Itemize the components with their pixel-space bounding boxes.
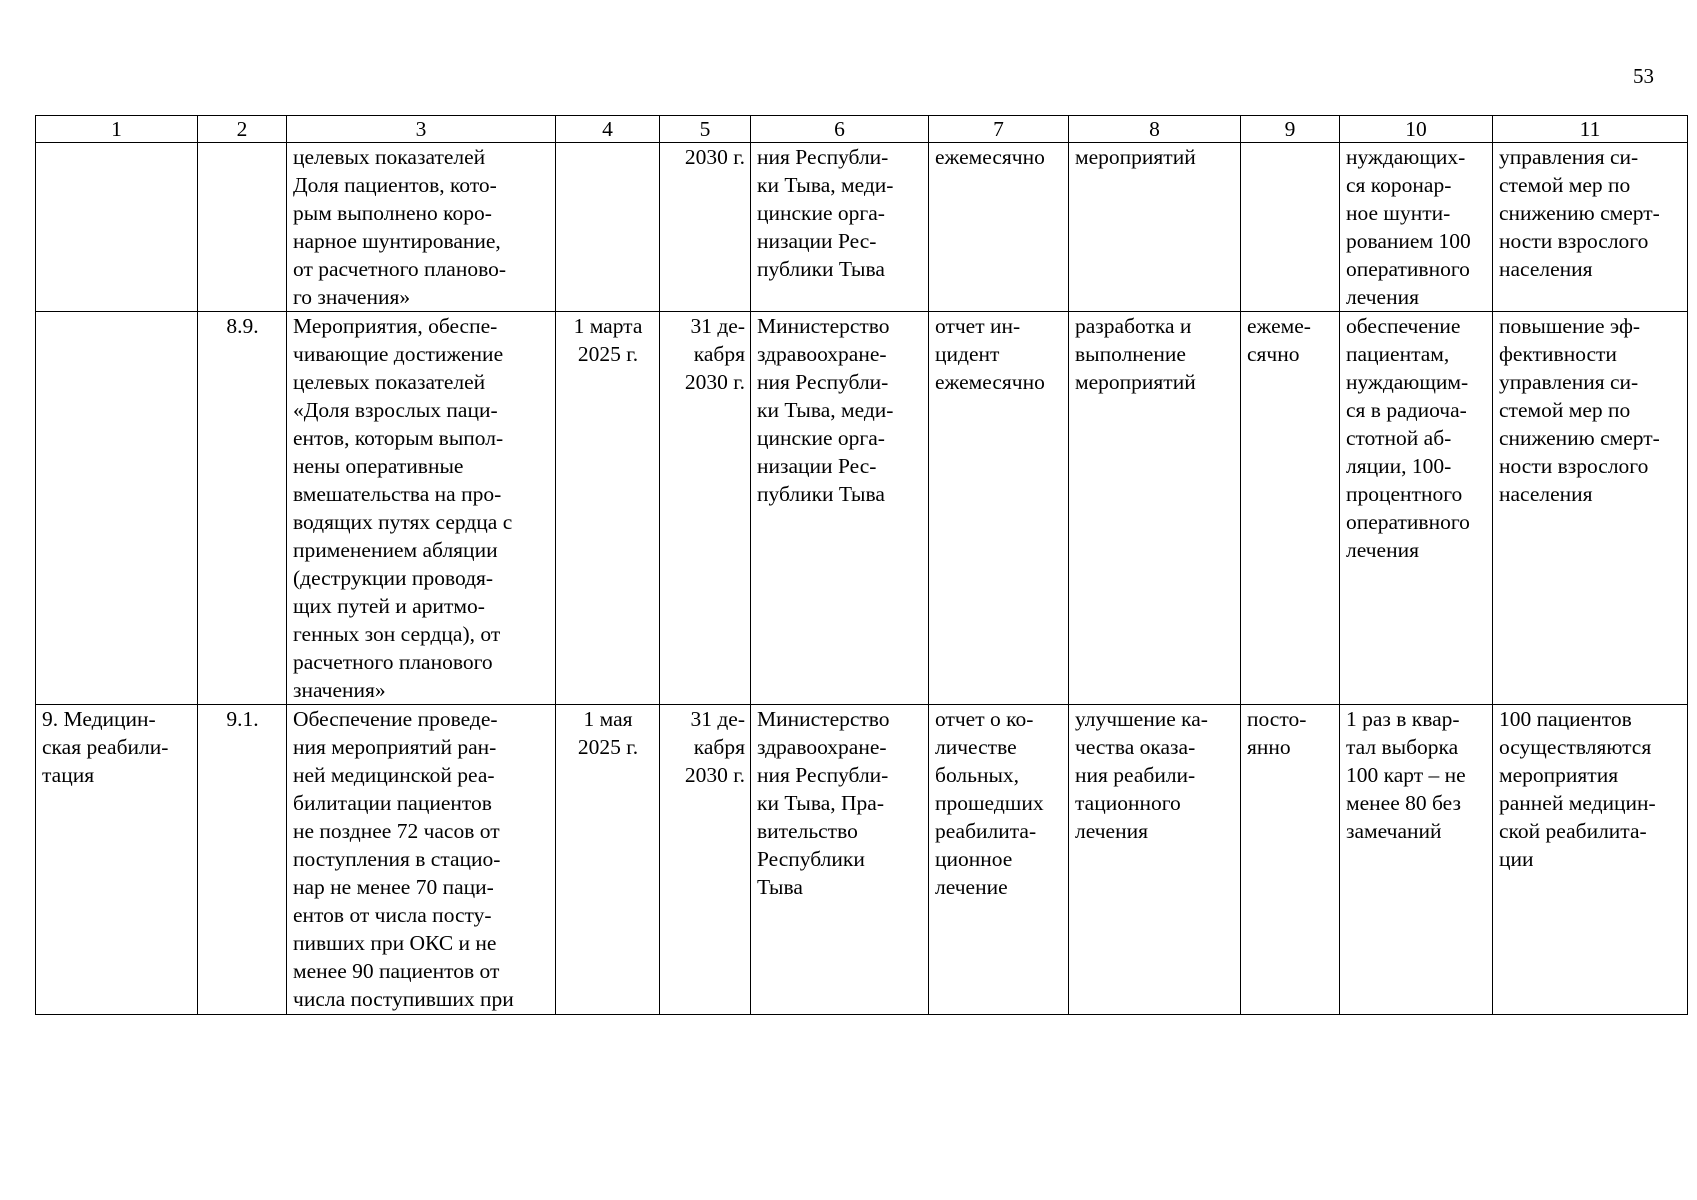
measure-cell: Мероприятия, обеспе- чивающие достижение целевых показателей «Доля взрослых паци- ентов, которым выпол- нены оперативные вмешательства на про- водящих путях сердца с применением абляции (деструкции проводя- щих путей и аритмо- генных зон сердца), от расчетного планового значения» [287,312,556,705]
start-date-cell [556,143,660,312]
report-cell: ежемесячно [929,143,1069,312]
indicator-cell: обеспечение пациентам, нуждающим- ся в радиоча- стотной аб- ляции, 100- процентного оперативного лечения [1340,312,1493,705]
result-cell: улучшение ка- чества оказа- ния реабили- тационного лечения [1069,705,1241,1015]
end-date-cell: 31 де- кабря 2030 г. [660,705,751,1015]
indicator-cell: 1 раз в квар- тал выборка 100 карт – не менее 80 без замечаний [1340,705,1493,1015]
frequency-cell [1241,143,1340,312]
start-date-cell: 1 марта 2025 г. [556,312,660,705]
end-date-cell: 31 де- кабря 2030 г. [660,312,751,705]
column-header: 2 [198,116,287,143]
goal-cell: повышение эф- фективности управления си- стемой мер по снижению смерт- ности взрослого населения [1493,312,1688,705]
frequency-cell: посто- янно [1241,705,1340,1015]
item-number-cell: 8.9. [198,312,287,705]
column-header: 7 [929,116,1069,143]
item-number-cell: 9.1. [198,705,287,1015]
column-header: 6 [751,116,929,143]
page-number: 53 [1633,64,1654,88]
column-header: 5 [660,116,751,143]
item-number-cell [198,143,287,312]
column-header: 10 [1340,116,1493,143]
column-header: 1 [36,116,198,143]
end-date-cell: 2030 г. [660,143,751,312]
measure-cell: Обеспечение проведе- ния мероприятий ран- ней медицинской реа- билитации пациентов не позднее 72 часов от поступления в стацио- нар не менее 70 паци- ентов от числа посту- пивших при ОКС и не менее 90 пациентов от числа поступивших при [287,705,556,1015]
frequency-cell: ежеме- сячно [1241,312,1340,705]
column-header: 4 [556,116,660,143]
section-cell [36,312,198,705]
column-header: 11 [1493,116,1688,143]
responsible-cell: Министерство здравоохране- ния Республи- ки Тыва, меди- цинские орга- низации Рес- публики Тыва [751,312,929,705]
indicator-cell: нуждающих- ся коронар- ное шунти- рованием 100 оперативного лечения [1340,143,1493,312]
report-cell: отчет о ко- личестве больных, прошедших реабилита- ционное лечение [929,705,1069,1015]
table-row [36,143,1688,312]
goal-cell: 100 пациентов осуществляются мероприятия ранней медицин- ской реабилита- ции [1493,705,1688,1015]
column-header: 9 [1241,116,1340,143]
section-cell [36,143,198,312]
measure-cell: целевых показателей Доля пациентов, кото- рым выполнено коро- нарное шунтирование, от расчетного планово- го значения» [287,143,556,312]
measures-table [35,115,1688,1015]
responsible-cell: ния Республи- ки Тыва, меди- цинские орга- низации Рес- публики Тыва [751,143,929,312]
report-cell: отчет ин- цидент ежемесячно [929,312,1069,705]
table-row [36,705,1688,1015]
result-cell: мероприятий [1069,143,1241,312]
column-header: 8 [1069,116,1241,143]
goal-cell: управления си- стемой мер по снижению смерт- ности взрослого населения [1493,143,1688,312]
responsible-cell: Министерство здравоохране- ния Республи- ки Тыва, Пра- вительство Республики Тыва [751,705,929,1015]
column-number-row [36,116,1688,143]
column-header: 3 [287,116,556,143]
start-date-cell: 1 мая 2025 г. [556,705,660,1015]
result-cell: разработка и выполнение мероприятий [1069,312,1241,705]
table-row [36,312,1688,705]
section-cell: 9. Медицин- ская реабили- тация [36,705,198,1015]
